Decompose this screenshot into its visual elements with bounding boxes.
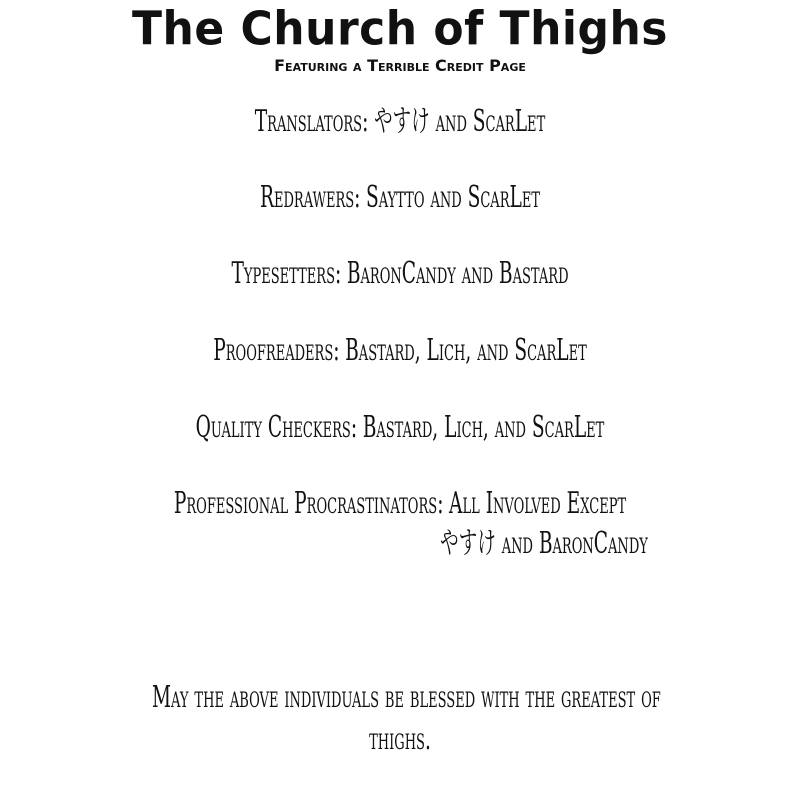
credit-line-translators: [152, 104, 648, 140]
credit-role: Translators:: [254, 104, 369, 139]
credit-line-proofreaders: [152, 333, 648, 369]
credit-role: Redrawers:: [259, 180, 361, 215]
blessing-line-2: thighs.: [369, 722, 431, 757]
page-title: The Church of Thighs: [132, 2, 668, 57]
credit-line-quality-checkers: [152, 410, 648, 446]
credit-line-procrastinators: [152, 486, 648, 522]
credit-line-redrawers: [152, 180, 648, 216]
credit-line-typesetters: [152, 256, 648, 292]
credit-line-procrastinators-continued: やすけ and BaronCandy: [440, 526, 648, 561]
credit-names: All Involved Except: [449, 486, 627, 521]
credit-names: Saytto and ScarLet: [366, 180, 541, 215]
credit-names: BaronCandy and Bastard: [346, 256, 569, 291]
credit-role: Proofreaders:: [213, 333, 340, 368]
credit-role: Typesetters:: [231, 256, 342, 291]
credit-role: Quality Checkers:: [195, 410, 358, 445]
credit-names: やすけ and ScarLet: [373, 104, 546, 139]
credit-names: Bastard, Lich, and ScarLet: [362, 410, 605, 445]
page-subtitle: Featuring a Terrible Credit Page: [274, 56, 526, 75]
blessing-line-1: May the above individuals be blessed with the greatest of: [152, 680, 661, 715]
credit-role: Professional Procrastinators:: [173, 486, 444, 521]
credit-names: Bastard, Lich, and ScarLet: [345, 333, 587, 368]
